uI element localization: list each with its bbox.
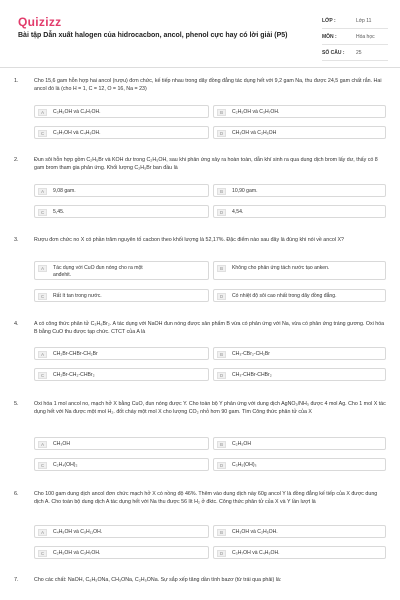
option-letter: C <box>38 550 47 557</box>
option-d[interactable] <box>213 368 386 381</box>
option-letter: A <box>38 529 47 536</box>
option-text: C₃H₇OH và C₄H₉OH. <box>232 550 280 556</box>
question-number: 2. <box>14 157 19 163</box>
option-c[interactable] <box>34 458 209 471</box>
option-text: 9,08 gam. <box>53 188 76 194</box>
option-c[interactable] <box>34 205 209 218</box>
option-text: C₃H₇OH và C₄H₉OH. <box>53 130 101 136</box>
option-letter: A <box>38 441 47 448</box>
option-letter: D <box>217 462 226 469</box>
meta-row-subject <box>322 29 388 45</box>
meta-value: 25 <box>356 49 362 56</box>
option-b[interactable] <box>213 525 386 538</box>
option-text: CH₂Br-CH₂-CHBr₂ <box>53 372 95 378</box>
option-b[interactable] <box>213 437 386 450</box>
option-a[interactable] <box>34 261 209 280</box>
option-letter: C <box>38 130 47 137</box>
option-letter: D <box>217 293 226 300</box>
question-text: Cho các chất: NaOH, C₆H₅ONa, CH₃ONa, C₂H₅ONa. Sự sắp xếp tăng dần tính bazơ (từ trái qua phải) là: <box>34 577 282 583</box>
option-d[interactable] <box>213 126 386 139</box>
option-text: C₂H₅OH và C₃H₇OH. <box>53 550 101 556</box>
option-text: 5,45. <box>53 209 65 215</box>
option-b[interactable] <box>213 105 386 118</box>
option-text: CH₃OH và C₂H₅OH. <box>232 529 278 535</box>
option-letter: B <box>217 351 226 358</box>
option-text: CH₃-CHBr-CHBr₂ <box>232 372 272 378</box>
option-letter: A <box>38 109 47 116</box>
meta-value: Lớp 11 <box>356 17 372 24</box>
option-text: C₂H₅OH và C₃H₇OH. <box>232 109 280 115</box>
question-number: 7. <box>14 577 19 583</box>
option-letter: A <box>38 351 47 358</box>
meta-label: LỚP : <box>322 17 336 24</box>
option-text: C₄H₉OH và C₅H₁₁OH. <box>53 529 103 535</box>
option-a[interactable] <box>34 525 209 538</box>
header-divider <box>0 67 400 68</box>
option-a[interactable] <box>34 184 209 197</box>
quizizz-logo: Quizizz <box>18 15 62 29</box>
option-a[interactable] <box>34 105 209 118</box>
meta-row-question-count <box>322 45 388 61</box>
option-text: Không cho phản ứng tách nước tạo anken. <box>232 265 330 271</box>
option-text: CH₃-CBr₂-CH₂Br <box>232 351 271 357</box>
option-b[interactable] <box>213 261 386 280</box>
option-letter: B <box>217 441 226 448</box>
question-number: 4. <box>14 321 19 327</box>
option-letter: D <box>217 372 226 379</box>
option-text: CH₃OH và C₂H₅OH <box>232 130 277 136</box>
question-number: 3. <box>14 237 19 243</box>
question-number: 6. <box>14 491 19 497</box>
option-c[interactable] <box>34 546 209 559</box>
option-text: Rất ít tan trong nước. <box>53 293 102 299</box>
option-c[interactable] <box>34 289 209 302</box>
question-text: Đun sôi hỗn hợp gồm C₂H₅Br và KOH dư trong C₂H₅OH, sau khi phản ứng xảy ra hoàn toàn, dẫn khí sinh ra qua dung dịch brom lấy dư, thấy có 8 gam brom tham gia phản ứng. Khối lượng C₂H₅Br ban đầu là <box>34 157 378 171</box>
option-text: C₃H₅OH và C₄H₇OH. <box>53 109 101 115</box>
option-letter: B <box>217 265 226 272</box>
option-c[interactable] <box>34 368 209 381</box>
question-text: Cho 15,6 gam hỗn hợp hai ancol (rượu) đơn chức, kế tiếp nhau trong dãy đồng đẳng tác dụng hết với 9,2 gam Na, thu được 24,5 gam chất rắn. Hai ancol đó là (cho H = 1, C = 12, O = 16, Na = 23) <box>34 78 382 92</box>
option-letter: B <box>217 188 226 195</box>
option-d[interactable] <box>213 289 386 302</box>
option-b[interactable] <box>213 347 386 360</box>
option-letter: D <box>217 550 226 557</box>
option-d[interactable] <box>213 458 386 471</box>
question-text: A có công thức phân tử C₃H₆Br₂. A tác dụng với NaOH đun nóng được sản phẩm B vừa có phản ứng với Na, vừa có phản ứng tráng gương. Oxi hóa B bằng CuO thu được tạp chức. CTCT của A là <box>34 321 385 335</box>
document-title: Bài tập Dẫn xuất halogen của hidrocacbon, ancol, phenol cực hay có lời giải (P5) <box>18 32 288 39</box>
option-d[interactable] <box>213 546 386 559</box>
question-number: 1. <box>14 78 19 84</box>
option-letter: C <box>38 462 47 469</box>
option-text: C₂H₅OH <box>232 441 252 447</box>
option-text: C₂H₄(OH)₂ <box>53 462 78 468</box>
meta-row-grade <box>322 13 388 29</box>
option-text: CH₂Br-CHBr-CH₂Br <box>53 351 98 357</box>
option-c[interactable] <box>34 126 209 139</box>
option-a[interactable] <box>34 437 209 450</box>
option-text: Có nhiệt độ sôi cao nhất trong dãy đồng đẳng. <box>232 293 337 299</box>
option-a[interactable] <box>34 347 209 360</box>
option-letter: C <box>38 209 47 216</box>
question-text: Oxi hóa 1 mol ancol no, mạch hở X bằng CuO, đun nóng được Y. Cho toàn bộ Y phản ứng với dung dịch AgNO₃/NH₃ được 4 mol Ag. Cho 1 mol X tác dụng hết với Na được một mol H₂. đốt cháy một mol X cho lượng CO₂ nhỏ hơn 90 gam. Tìm Công thức phân tử của X <box>34 401 386 415</box>
option-text: CH₃OH <box>53 441 71 447</box>
option-letter: B <box>217 529 226 536</box>
option-letter: D <box>217 209 226 216</box>
question-text: Cho 100 gam dung dịch ancol đơn chức mạch hở X có nồng độ 46%. Thêm vào dung dịch này 60g ancol Y là đồng đẳng kế tiếp của X được dung dịch A. Cho toàn bộ dung dịch A tác dụng hết với Na thu được 56 lít H₂ ở đktc. Công thức phân tử của X và Y lần lượt là <box>34 491 378 505</box>
option-letter: B <box>217 109 226 116</box>
meta-label: SỐ CÂU : <box>322 49 345 56</box>
option-d[interactable] <box>213 205 386 218</box>
option-text: C₃H₅(OH)₃ <box>232 462 257 468</box>
option-text: 10,90 gam. <box>232 188 258 194</box>
option-text: 4,54. <box>232 209 244 215</box>
option-letter: D <box>217 130 226 137</box>
option-letter: C <box>38 293 47 300</box>
option-letter: C <box>38 372 47 379</box>
option-letter: A <box>38 188 47 195</box>
meta-label: MÔN : <box>322 33 337 40</box>
meta-panel <box>322 13 388 61</box>
option-letter: A <box>38 265 47 272</box>
meta-value: Hóa học <box>356 33 375 40</box>
question-number: 5. <box>14 401 19 407</box>
question-text: Rượu đơn chức no X có phần trăm nguyên tố cacbon theo khối lượng là 52,17%. Đặc điểm nào sau đây là đúng khi nói về ancol X? <box>34 237 344 243</box>
option-text: Tác dụng với CuO đun nóng cho ra một anđehit. <box>53 265 143 278</box>
option-b[interactable] <box>213 184 386 197</box>
